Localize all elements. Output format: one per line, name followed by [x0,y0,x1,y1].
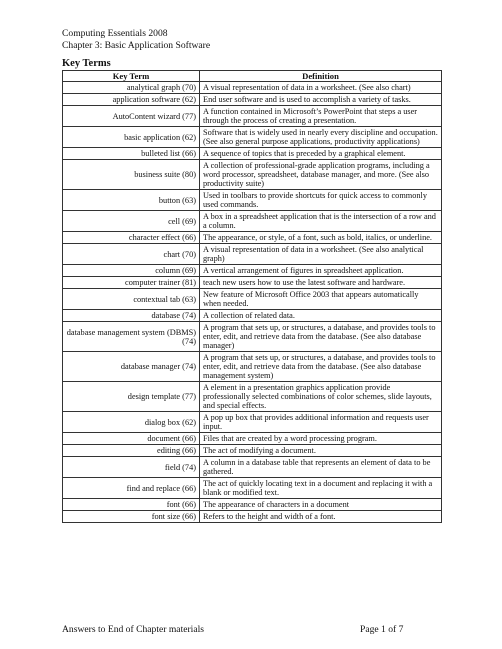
definition: The appearance, or style, of a font, such as bold, italics, or underline. [200,232,442,244]
table-row [63,412,442,433]
definition: Used in toolbars to provide shortcuts for quick access to commonly used commands. [200,190,442,211]
definition: End user software and is used to accomplish a variety of tasks. [200,94,442,106]
column-header-term: Key Term [63,71,200,82]
table-row [63,244,442,265]
table-row [63,106,442,127]
definition: A element in a presentation graphics application provide professionally selected combinations of color schemes, slide layouts, and special effects. [200,382,442,412]
header-chapter-title: Chapter 3: Basic Application Software [62,40,211,51]
table-row [63,277,442,289]
table-row [63,499,442,511]
table-row [63,289,442,310]
table-row [63,352,442,382]
definition: A vertical arrangement of figures in spreadsheet application. [200,265,442,277]
definition: A program that sets up, or structures, a database, and provides tools to enter, edit, and retrieve data from the database. (See also database manager) [200,322,442,352]
definition: Refers to the height and width of a font. [200,511,442,523]
table-row [63,445,442,457]
table-row [63,265,442,277]
key-term: document (66) [63,433,200,445]
column-header-definition: Definition [200,71,442,82]
key-term: business suite (80) [63,160,200,190]
table-row [63,148,442,160]
table-row [63,127,442,148]
key-term: character effect (66) [63,232,200,244]
table-row [63,160,442,190]
table-body [63,82,442,523]
key-term: editing (66) [63,445,200,457]
definition: A program that sets up, or structures, a database, and provides tools to enter, edit, and retrieve data from the database. (See also database management system) [200,352,442,382]
footer-left: Answers to End of Chapter materials [62,624,205,635]
definition: A visual representation of data in a worksheet. (See also chart) [200,82,442,94]
table-row [63,478,442,499]
key-term: bulleted list (66) [63,148,200,160]
footer-page-number: Page 1 of 7 [360,624,404,635]
table-header-row [63,71,442,82]
table-row [63,433,442,445]
key-term: font (66) [63,499,200,511]
definition: A sequence of topics that is preceded by a graphical element. [200,148,442,160]
definition: A column in a database table that represents an element of data to be gathered. [200,457,442,478]
key-term: application software (62) [63,94,200,106]
table-row [63,457,442,478]
key-term: database management system (DBMS) (74) [63,322,200,352]
definition: The act of modifying a document. [200,445,442,457]
key-term: computer trainer (81) [63,277,200,289]
key-term: cell (69) [63,211,200,232]
table-row [63,310,442,322]
table-row [63,322,442,352]
definition: A visual representation of data in a worksheet. (See also analytical graph) [200,244,442,265]
definition: A pop up box that provides additional information and requests user input. [200,412,442,433]
key-term: design template (77) [63,382,200,412]
key-term: chart (70) [63,244,200,265]
table-row [63,211,442,232]
key-terms-table [62,70,442,523]
section-title: Key Terms [62,58,111,69]
definition: Software that is widely used in nearly every discipline and occupation. (See also general purpose applications, productivity applications) [200,127,442,148]
key-term: analytical graph (70) [63,82,200,94]
key-term: database (74) [63,310,200,322]
definition: A collection of professional-grade application programs, including a word processor, spreadsheet, database manager, and more. (See also productivity suite) [200,160,442,190]
table-row [63,82,442,94]
table-row [63,190,442,211]
table-row [63,511,442,523]
key-term: dialog box (62) [63,412,200,433]
table-row [63,232,442,244]
header-book-title: Computing Essentials 2008 [62,28,168,39]
key-term: font size (66) [63,511,200,523]
key-term: find and replace (66) [63,478,200,499]
definition: A function contained in Microsoft’s PowerPoint that steps a user through the process of creating a presentation. [200,106,442,127]
definition: The appearance of characters in a document [200,499,442,511]
definition: The act of quickly locating text in a document and replacing it with a blank or modified text. [200,478,442,499]
key-term: contextual tab (63) [63,289,200,310]
definition: Files that are created by a word processing program. [200,433,442,445]
definition: A collection of related data. [200,310,442,322]
key-term: button (63) [63,190,200,211]
definition: New feature of Microsoft Office 2003 that appears automatically when needed. [200,289,442,310]
table-row [63,94,442,106]
page-header [62,28,210,52]
key-term: AutoContent wizard (77) [63,106,200,127]
key-term: database manager (74) [63,352,200,382]
definition: teach new users how to use the latest software and hardware. [200,277,442,289]
key-term: basic application (62) [63,127,200,148]
definition: A box in a spreadsheet application that is the intersection of a row and a column. [200,211,442,232]
key-term: field (74) [63,457,200,478]
table-row [63,382,442,412]
key-term: column (69) [63,265,200,277]
